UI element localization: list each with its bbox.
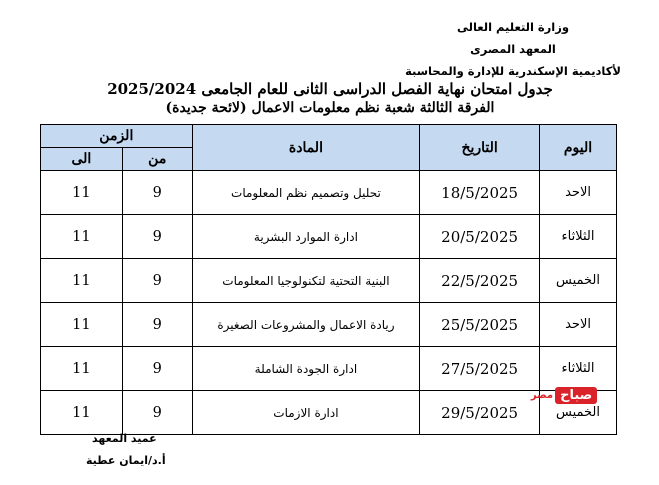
day-cell: الاحد [540,171,617,215]
watermark-logo [523,384,605,406]
day-cell: الخميس [540,259,617,303]
day-cell: الاحد [540,303,617,347]
from-cell: 9 [122,347,192,391]
date-cell: 22/5/2025 [420,259,540,303]
to-cell: 11 [41,347,123,391]
to-cell: 11 [41,303,123,347]
to-cell: 11 [41,215,123,259]
from-cell: 9 [122,171,192,215]
to-cell: 11 [41,391,123,435]
table-row [41,215,617,259]
subject-cell: ادارة الجودة الشاملة [192,347,420,391]
day-cell: الثلاثاء [540,347,617,391]
subject-cell: البنية التحتية لتكنولوجيا المعلومات [192,259,420,303]
dean-title: عميد المعهد [92,432,157,445]
date-cell: 29/5/2025 [420,391,540,435]
academy-name: لأكاديمية الإسكندرية للإدارة والمحاسبة [405,64,621,78]
table-row [41,303,617,347]
schedule-title: جدول امتحان نهاية الفصل الدراسى الثانى للعام الجامعى 2025/2024 [107,80,553,98]
date-cell: 18/5/2025 [420,171,540,215]
day-cell: الثلاثاء [540,215,617,259]
watermark-brand: صباح [555,387,597,404]
from-header: من [122,148,192,171]
from-cell: 9 [122,303,192,347]
institute-name: المعهد المصرى [470,42,556,56]
from-cell: 9 [122,259,192,303]
to-header: الى [41,148,123,171]
dean-name: أ.د/ايمان عطية [86,454,166,467]
date-cell: 25/5/2025 [420,303,540,347]
to-cell: 11 [41,259,123,303]
table-row [41,259,617,303]
subject-cell: ادارة الازمات [192,391,420,435]
subject-header: المادة [192,125,420,171]
date-cell: 27/5/2025 [420,347,540,391]
watermark-sub: مصر [530,389,554,401]
schedule-subtitle: الفرقة الثالثة شعبة نظم معلومات الاعمال (لائحة جديدة) [165,100,495,116]
to-cell: 11 [41,171,123,215]
day-cell: الخميس [540,391,617,435]
subject-cell: تحليل وتصميم نظم المعلومات [192,171,420,215]
from-cell: 9 [122,391,192,435]
date-header: التاريخ [420,125,540,171]
from-cell: 9 [122,215,192,259]
date-cell: 20/5/2025 [420,215,540,259]
institution-header [405,16,621,82]
day-header: اليوم [540,125,617,171]
subject-cell: ريادة الاعمال والمشروعات الصغيرة [192,303,420,347]
table-row [41,171,617,215]
ministry-name: وزارة التعليم العالى [457,20,570,34]
subject-cell: ادارة الموارد البشرية [192,215,420,259]
time-header: الزمن [41,125,193,148]
